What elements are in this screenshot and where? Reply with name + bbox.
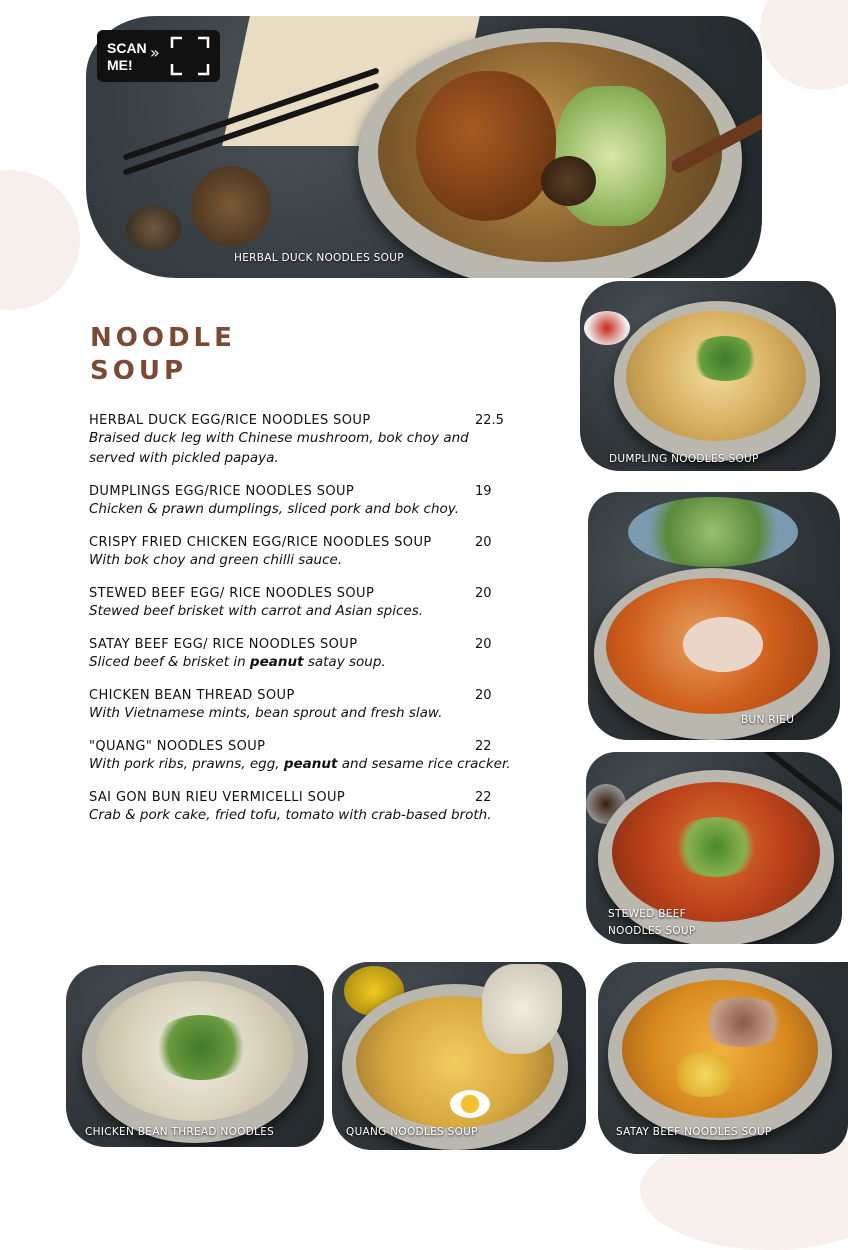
menu-item-header (89, 739, 509, 754)
menu-item (89, 637, 529, 672)
description-text: With pork ribs, prawns, egg, (89, 756, 284, 772)
caption-satay-beef: SATAY BEEF NOODLES SOUP (616, 1126, 772, 1138)
description-text: With Vietnamese mints, bean sprout and fresh slaw. (89, 705, 443, 721)
description-text: Stewed beef brisket with carrot and Asian spices. (89, 603, 424, 619)
photo-chicken-bean-thread (66, 965, 324, 1147)
description-text: Braised duck leg with Chinese mushroom, bok choy and served with pickled papaya. (89, 430, 469, 466)
menu-item-description (89, 652, 514, 672)
scan-me-label: SCAN ME! (107, 40, 147, 73)
menu-item-price: 19 (475, 484, 492, 499)
photo-bun-rieu (588, 492, 840, 740)
menu-item-price: 22 (475, 739, 492, 754)
menu-item (89, 790, 529, 825)
menu-item-price: 20 (475, 688, 492, 703)
menu-item-description (89, 754, 514, 774)
menu-item-price: 22 (475, 790, 492, 805)
allergen-highlight: peanut (249, 654, 304, 670)
background-blob-left (0, 170, 80, 310)
photo-stewed-beef (586, 752, 842, 944)
description-text: Crab & pork cake, fried tofu, tomato with crab-based broth. (89, 807, 492, 823)
dried-mushroom (191, 166, 271, 246)
caption-chicken-bean-thread: CHICKEN BEAN THREAD NOODLES (85, 1126, 275, 1138)
menu-item-description (89, 703, 514, 723)
allergen-highlight: peanut (283, 756, 338, 772)
menu-item (89, 586, 529, 621)
menu-item-description (89, 428, 514, 468)
menu-item-header (89, 535, 509, 550)
duck-leg (416, 71, 556, 221)
noodles-satay (670, 1052, 740, 1097)
menu-item-price: 20 (475, 535, 492, 550)
qr-scan-frame-icon (170, 36, 210, 76)
menu-item-price: 20 (475, 586, 492, 601)
menu-item-name: "QUANG" NOODLES SOUP (89, 739, 266, 754)
menu-item-name: SATAY BEEF EGG/ RICE NOODLES SOUP (89, 637, 358, 652)
egg-half (450, 1090, 490, 1118)
chilli-dish (584, 311, 630, 345)
description-text: Chicken & prawn dumplings, sliced pork and bok choy. (89, 501, 460, 517)
menu-item (89, 484, 529, 519)
menu-list (89, 413, 529, 841)
caption-stewed-beef: STEWED BEEF NOODLES SOUP (608, 908, 696, 937)
menu-item-price: 20 (475, 637, 492, 652)
menu-item-name: SAI GON BUN RIEU VERMICELLI SOUP (89, 790, 346, 805)
menu-item-name: HERBAL DUCK EGG/RICE NOODLES SOUP (89, 413, 371, 428)
menu-item-description (89, 499, 514, 519)
menu-item-name: STEWED BEEF EGG/ RICE NOODLES SOUP (89, 586, 375, 601)
beef-slices (698, 997, 788, 1047)
menu-item (89, 413, 529, 468)
salad-plate (628, 497, 798, 567)
menu-item-description (89, 805, 514, 825)
shiitake (541, 156, 596, 206)
photo-dumpling (580, 281, 836, 471)
herbs-chicken (151, 1015, 251, 1080)
menu-item-name: CHICKEN BEAN THREAD SOUP (89, 688, 295, 703)
photo-quang (332, 962, 586, 1150)
menu-item-price: 22.5 (475, 413, 504, 428)
herbs-dumpling (690, 336, 760, 381)
menu-item (89, 688, 529, 723)
pork-slice (683, 617, 763, 672)
menu-item-name: CRISPY FRIED CHICKEN EGG/RICE NOODLES SOUP (89, 535, 432, 550)
menu-item (89, 739, 529, 774)
description-text: and sesame rice cracker. (337, 756, 511, 772)
background-blob-top-right (760, 0, 848, 90)
menu-item (89, 535, 529, 570)
scan-me-badge[interactable] (97, 30, 220, 82)
menu-item-header (89, 484, 509, 499)
menu-item-header (89, 637, 509, 652)
menu-item-header (89, 586, 509, 601)
caption-bun-rieu: BUN RIEU (741, 714, 795, 726)
photo-satay-beef (598, 962, 848, 1154)
description-text: With bok choy and green chilli sauce. (89, 552, 343, 568)
caption-quang: QUANG NOODLES SOUP (346, 1126, 478, 1138)
menu-item-name: DUMPLINGS EGG/RICE NOODLES SOUP (89, 484, 355, 499)
caption-herbal-duck: HERBAL DUCK NOODLES SOUP (234, 252, 404, 264)
herbs-stewed (671, 817, 761, 877)
menu-item-header (89, 688, 509, 703)
dried-mushroom-small (126, 206, 181, 251)
menu-item-description (89, 601, 514, 621)
section-heading: NOODLE SOUP (90, 323, 236, 386)
double-chevron-right-icon: » (150, 43, 160, 62)
description-text: satay soup. (303, 654, 386, 670)
menu-item-description (89, 550, 514, 570)
description-text: Sliced beef & brisket in (89, 654, 250, 670)
rice-cracker (482, 964, 562, 1054)
menu-item-header (89, 790, 509, 805)
menu-item-header (89, 413, 509, 428)
caption-dumpling: DUMPLING NOODLES SOUP (609, 453, 759, 465)
